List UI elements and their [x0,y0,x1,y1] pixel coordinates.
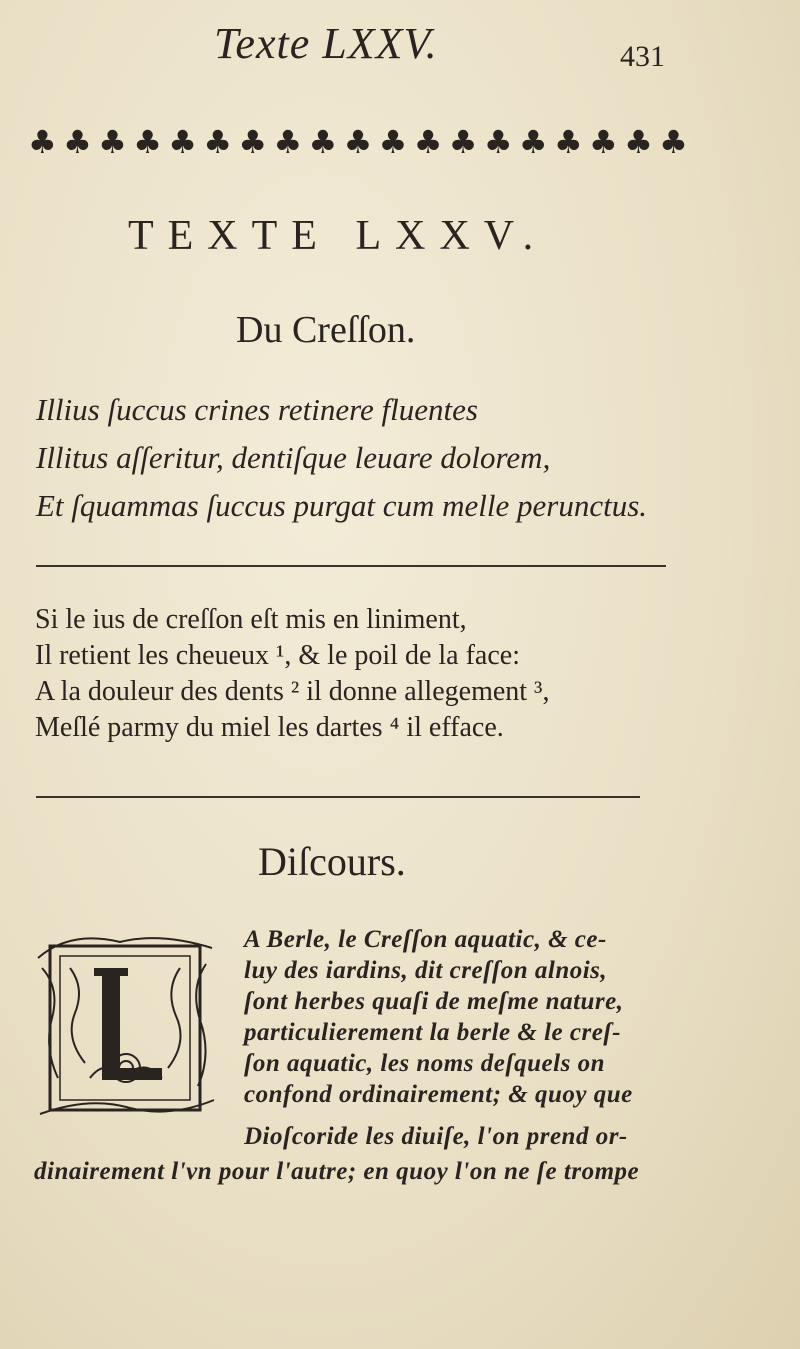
latin-verse-line: Illitus aſſeritur, dentiſque leuare dolorem, [36,440,551,475]
horizontal-rule [36,565,666,567]
fleuron-icon: ♣ [203,123,232,161]
french-verse-line: Il retient les cheueux ¹, & le poil de la face: [35,640,520,671]
fleuron-icon: ♣ [448,123,478,161]
discourse-text-line: ſont herbes quaſi de meſme nature, [244,988,624,1015]
discourse-text-line: confond ordinairement; & quoy que [244,1081,633,1108]
discourse-text-line: ſon aquatic, les noms deſquels on [244,1050,605,1077]
fleuron-icon: ♣ [273,123,303,161]
fleuron-icon: ♣ [28,123,57,161]
fleuron-icon: ♣ [624,123,653,161]
decorated-initial-l [30,928,220,1128]
fleuron-icon: ♣ [553,123,583,161]
discourse-text-line: particulierement la berle & le creſ- [244,1019,621,1046]
latin-verse-line: Et ſquammas ſuccus purgat cum melle perunctus. [36,488,648,523]
discourse-text-line: luy des iardins, dit creſſon alnois, [244,957,608,984]
french-verse-line: Si le ius de creſſon eſt mis en liniment, [35,604,467,635]
fleuron-icon: ♣ [378,123,408,161]
page-number: 431 [620,40,665,73]
fleuron-icon: ♣ [659,123,688,161]
french-verse-line: A la douleur des dents ² il donne allegement ³, [35,676,550,707]
subject-title: Du Creſſon. [236,309,416,351]
discourse-text-line: A Berle, le Creſſon aquatic, & ce- [244,926,607,953]
french-verse-line: Meſlé parmy du miel les dartes ⁴ il efface. [35,712,504,743]
decorated-initial-image [30,928,220,1128]
fleuron-icon: ♣ [98,123,127,161]
fleuron-icon: ♣ [308,123,338,161]
fleuron-icon: ♣ [483,123,513,161]
discourse-heading: Diſcours. [258,839,406,884]
horizontal-rule [36,796,640,798]
fleuron-icon: ♣ [343,123,373,161]
fleuron-icon: ♣ [63,123,92,161]
floral-ornament-band [28,118,688,166]
running-title: Texte LXXV. [214,19,438,68]
fleuron-icon: ♣ [413,123,443,161]
latin-verse-line: Illius ſuccus crines retinere fluentes [36,392,478,427]
fleuron-icon: ♣ [133,123,162,161]
fleuron-icon: ♣ [238,123,268,161]
section-heading: TEXTE LXXV. [128,213,548,259]
fleuron-icon: ♣ [168,123,197,161]
discourse-text-line: dinairement l'vn pour l'autre; en quoy l'on ne ſe trompe [34,1158,640,1185]
fleuron-icon: ♣ [589,123,618,161]
discourse-text-line: Dioſcoride les diuiſe, l'on prend or- [244,1123,628,1150]
fleuron-icon: ♣ [518,123,548,161]
